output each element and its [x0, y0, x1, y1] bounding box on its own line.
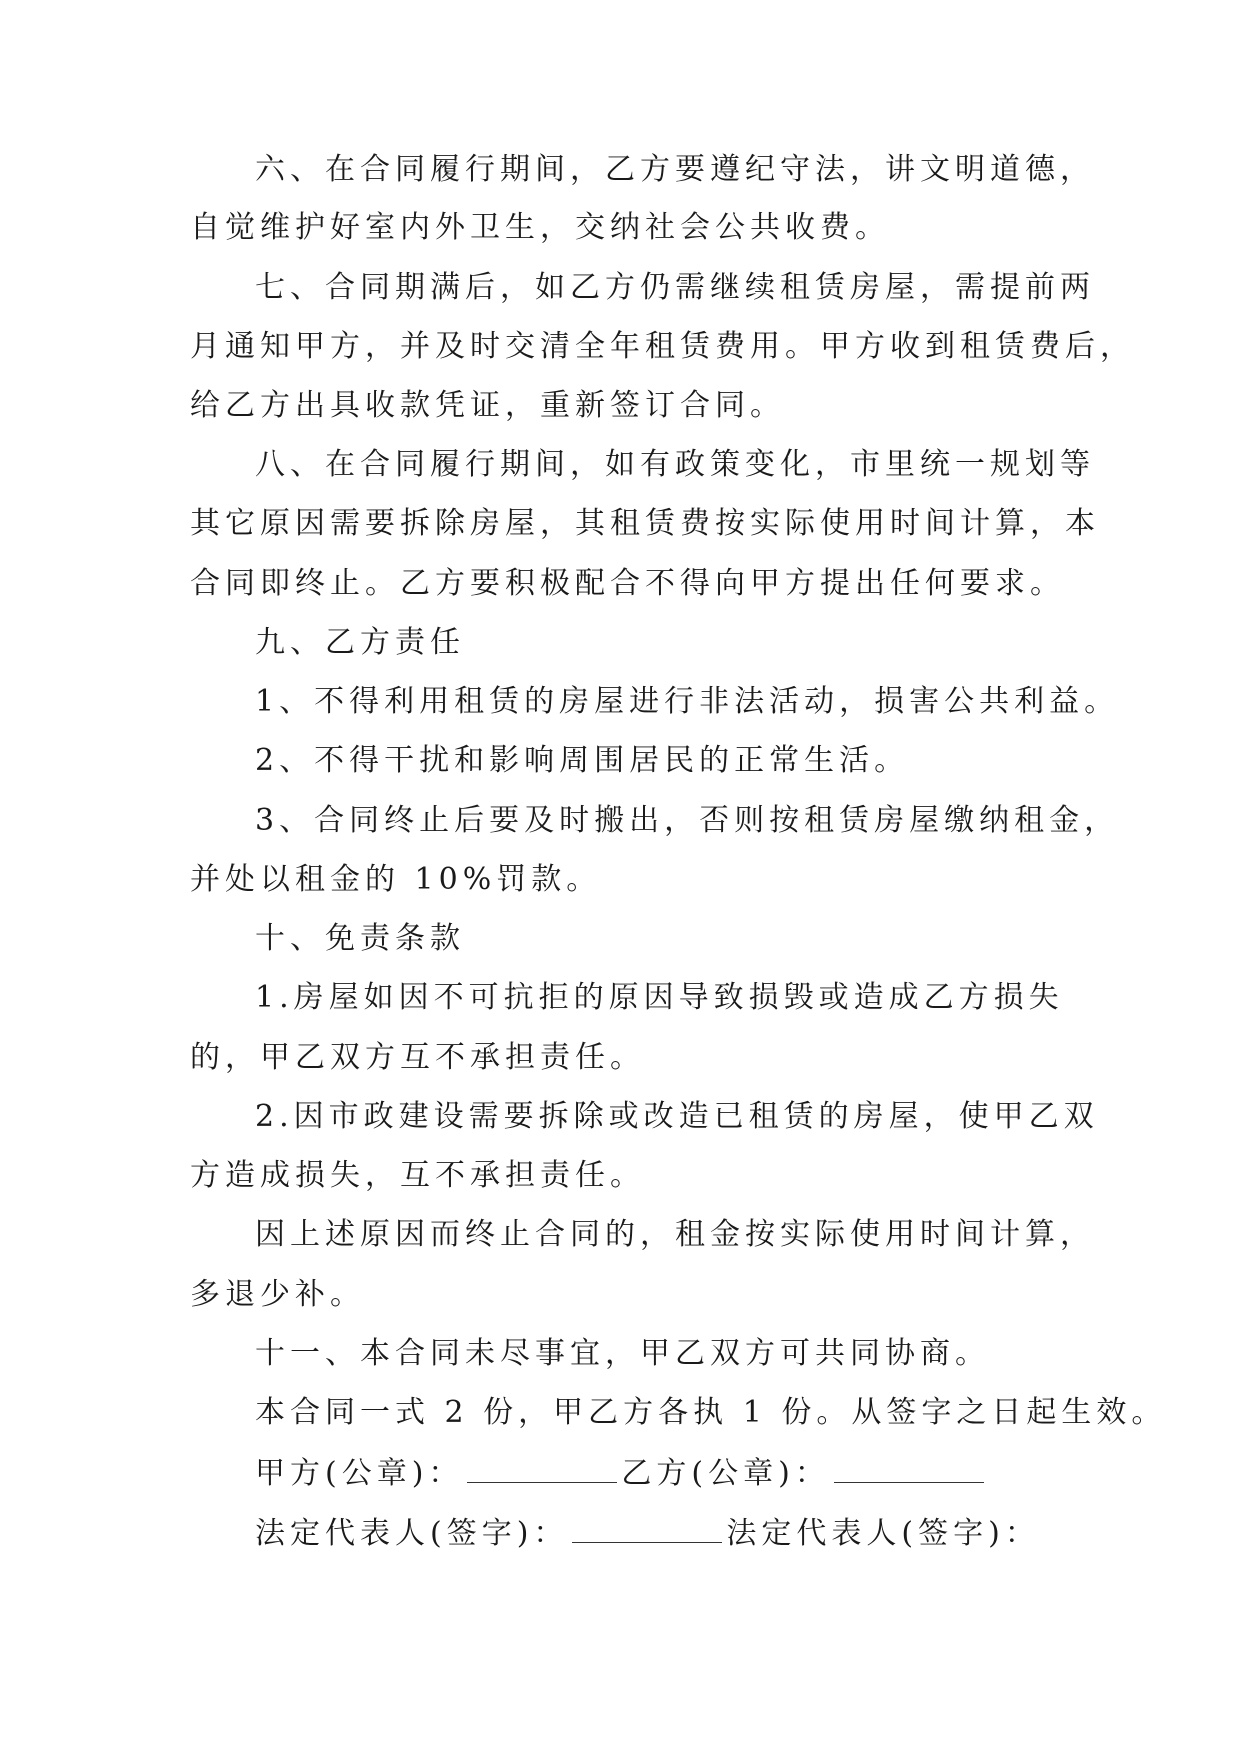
- paragraph-line: 十一、本合同未尽事宜，甲乙双方可共同协商。: [255, 1336, 990, 1371]
- paragraph-line: 2.因市政建设需要拆除或改造已租赁的房屋，使甲乙双: [255, 1099, 1099, 1134]
- party-a-seal-label: 甲方(公章)：: [255, 1456, 464, 1491]
- paragraph-line: 多退少补。: [190, 1277, 365, 1312]
- paragraph-line: 六、在合同履行期间，乙方要遵纪守法，讲文明道德，: [255, 152, 1095, 187]
- section-heading: 十、免责条款: [255, 921, 465, 956]
- paragraph-line: 方造成损失，互不承担责任。: [190, 1158, 645, 1193]
- paragraph-line: 并处以租金的 10%罚款。: [190, 862, 602, 897]
- paragraph-line: 2、不得干扰和影响周围居民的正常生活。: [255, 743, 910, 778]
- party-a-rep-label: 法定代表人(签字)：: [255, 1516, 569, 1551]
- paragraph-line: 本合同一式 2 份，甲乙方各执 1 份。从签字之日起生效。: [255, 1395, 1167, 1430]
- party-b-seal-label: 乙方(公章)：: [621, 1456, 830, 1491]
- paragraph-line: 的，甲乙双方互不承担责任。: [190, 1040, 645, 1075]
- paragraph-line: 1、不得利用租赁的房屋进行非法活动，损害公共利益。: [255, 684, 1120, 719]
- paragraph-line: 月通知甲方，并及时交清全年租赁费用。甲方收到租赁费后，: [190, 329, 1135, 364]
- paragraph-line: 因上述原因而终止合同的，租金按实际使用时间计算，: [255, 1217, 1095, 1252]
- party-b-seal-blank: [834, 1452, 984, 1483]
- signature-row-representative: [255, 1512, 1135, 1554]
- paragraph-line: 其它原因需要拆除房屋，其租赁费按实际使用时间计算，本: [190, 506, 1100, 541]
- party-b-rep-label: 法定代表人(签字)：: [726, 1516, 1040, 1551]
- paragraph-line: 七、合同期满后，如乙方仍需继续租赁房屋，需提前两: [255, 270, 1095, 305]
- paragraph-line: 3、合同终止后要及时搬出，否则按租赁房屋缴纳租金，: [255, 803, 1120, 838]
- signature-row-seal: [255, 1452, 1135, 1494]
- paragraph-line: 1.房屋如因不可抗拒的原因导致损毁或造成乙方损失: [255, 980, 1064, 1015]
- party-a-rep-blank: [572, 1512, 722, 1543]
- paragraph-line: 给乙方出具收款凭证，重新签订合同。: [190, 388, 785, 423]
- party-a-seal-blank: [467, 1452, 617, 1483]
- paragraph-line: 自觉维护好室内外卫生，交纳社会公共收费。: [190, 210, 890, 245]
- section-heading: 九、乙方责任: [255, 625, 465, 660]
- paragraph-line: 合同即终止。乙方要积极配合不得向甲方提出任何要求。: [190, 566, 1065, 601]
- paragraph-line: 八、在合同履行期间，如有政策变化，市里统一规划等: [255, 447, 1095, 482]
